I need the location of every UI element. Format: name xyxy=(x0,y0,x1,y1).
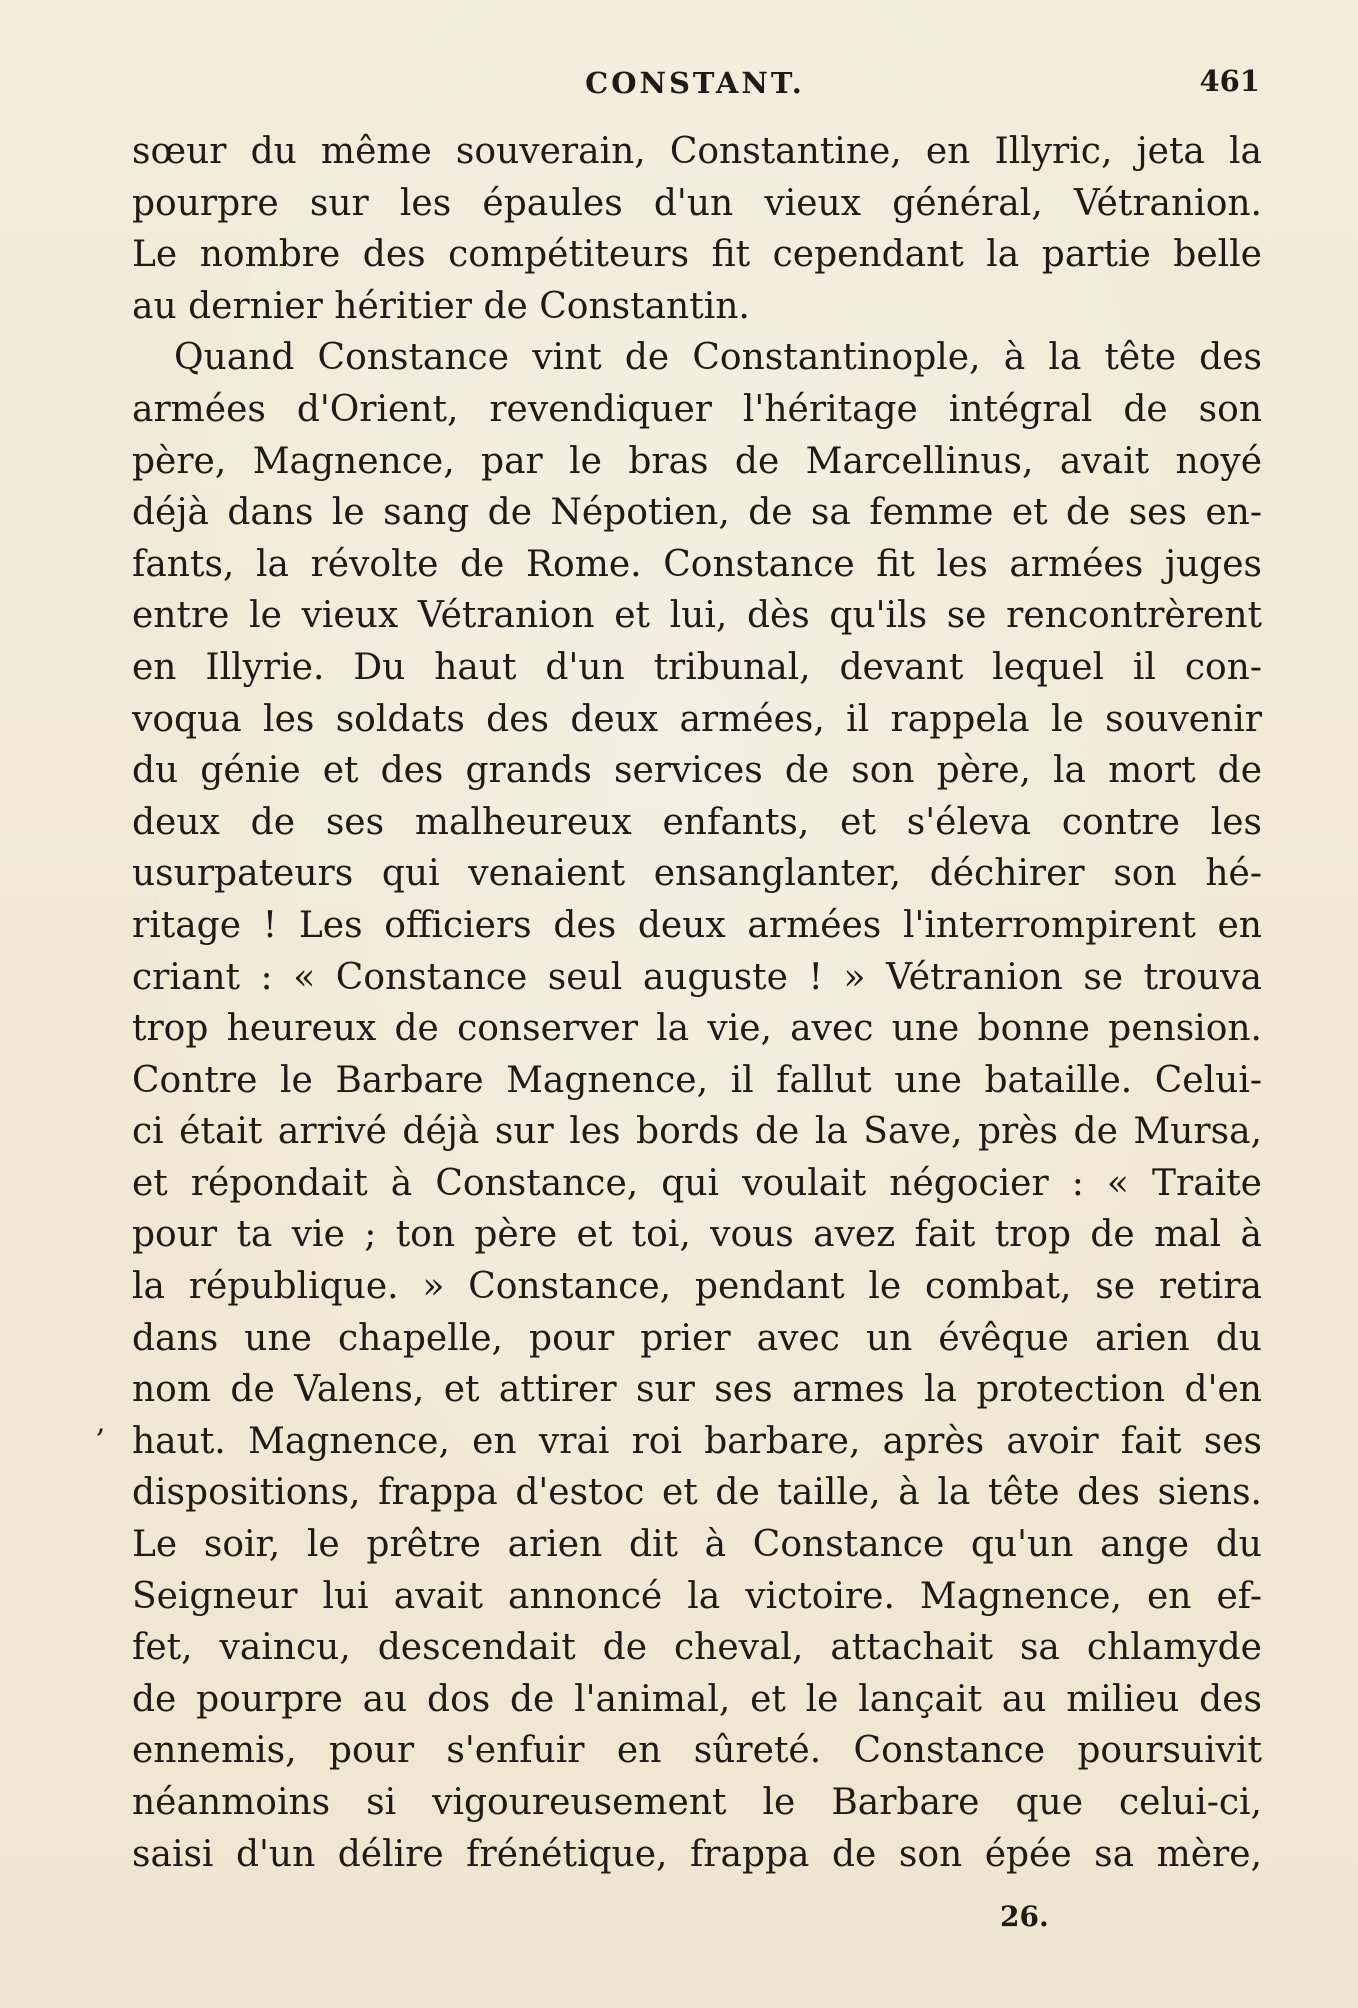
margin-mark: , xyxy=(96,1405,106,1440)
text-line: sœur du même souverain, Constantine, en Illyric, jeta la xyxy=(132,131,1262,172)
text-line: au dernier héritier de Constantin. xyxy=(132,285,750,327)
text-line: du génie et des grands services de son père, la mort de xyxy=(132,750,1262,792)
text-line: Le nombre des compétiteurs fit cependant la partie belle xyxy=(132,234,1262,276)
text-line: entre le vieux Vétranion et lui, dès qu'ils se rencontrèrent xyxy=(132,595,1262,637)
text-line: la république. » Constance, pendant le combat, se retira xyxy=(132,1266,1262,1308)
page-number: 461 xyxy=(1199,64,1260,98)
text-line: Seigneur lui avait annoncé la victoire. Magnence, en ef- xyxy=(132,1575,1262,1617)
text-line: trop heureux de conserver la vie, avec une bonne pension. xyxy=(132,1008,1262,1050)
running-head: CONSTANT. xyxy=(585,66,805,100)
text-line: fet, vaincu, descendait de cheval, attachait sa chlamyde xyxy=(132,1627,1262,1669)
text-line: ennemis, pour s'enfuir en sûreté. Constance poursuivit xyxy=(132,1730,1262,1772)
text-line: ritage ! Les officiers des deux armées l'interrompirent en xyxy=(132,904,1262,946)
signature-mark: 26. xyxy=(1000,1900,1049,1933)
body-text xyxy=(132,126,1262,1880)
text-line: Le soir, le prêtre arien dit à Constance qu'un ange du xyxy=(132,1524,1262,1566)
text-line: armées d'Orient, revendiquer l'héritage intégral de son xyxy=(132,388,1262,430)
text-line: déjà dans le sang de Népotien, de sa femme et de ses en- xyxy=(132,492,1262,534)
text-line: ci était arrivé déjà sur les bords de la Save, près de Mursa, xyxy=(132,1111,1262,1153)
text-line: et répondait à Constance, qui voulait négocier : « Traite xyxy=(132,1162,1262,1204)
text-line: fants, la révolte de Rome. Constance fit les armées juges xyxy=(132,543,1262,585)
page-header xyxy=(130,66,1260,110)
text-line: deux de ses malheureux enfants, et s'éleva contre les xyxy=(132,801,1262,843)
text-line: nom de Valens, et attirer sur ses armes la protection d'en xyxy=(132,1369,1262,1411)
text-line: usurpateurs qui venaient ensanglanter, déchirer son hé- xyxy=(132,853,1262,895)
text-line: en Illyrie. Du haut d'un tribunal, devant lequel il con- xyxy=(132,646,1262,688)
text-line: pourpre sur les épaules d'un vieux général, Vétranion. xyxy=(132,182,1262,224)
text-line: voqua les soldats des deux armées, il rappela le souvenir xyxy=(132,698,1262,740)
text-line: néanmoins si vigoureusement le Barbare que celui-ci, xyxy=(132,1782,1262,1823)
text-line: pour ta vie ; ton père et toi, vous avez fait trop de mal à xyxy=(132,1214,1262,1256)
text-line: haut. Magnence, en vrai roi barbare, après avoir fait ses xyxy=(132,1420,1262,1462)
text-line: dispositions, frappa d'estoc et de taille, à la tête des siens. xyxy=(132,1472,1262,1514)
text-line: Quand Constance vint de Constantinople, à la tête des xyxy=(174,337,1262,379)
text-line: père, Magnence, par le bras de Marcellinus, avait noyé xyxy=(132,440,1262,482)
text-line: criant : « Constance seul auguste ! » Vétranion se trouva xyxy=(132,956,1262,998)
text-line: de pourpre au dos de l'animal, et le lançait au milieu des xyxy=(132,1678,1262,1720)
text-line: dans une chapelle, pour prier avec un évêque arien du xyxy=(132,1317,1262,1359)
text-line: Contre le Barbare Magnence, il fallut une bataille. Celui- xyxy=(132,1059,1262,1101)
text-line: saisi d'un délire frénétique, frappa de son épée sa mère, xyxy=(132,1833,1262,1875)
